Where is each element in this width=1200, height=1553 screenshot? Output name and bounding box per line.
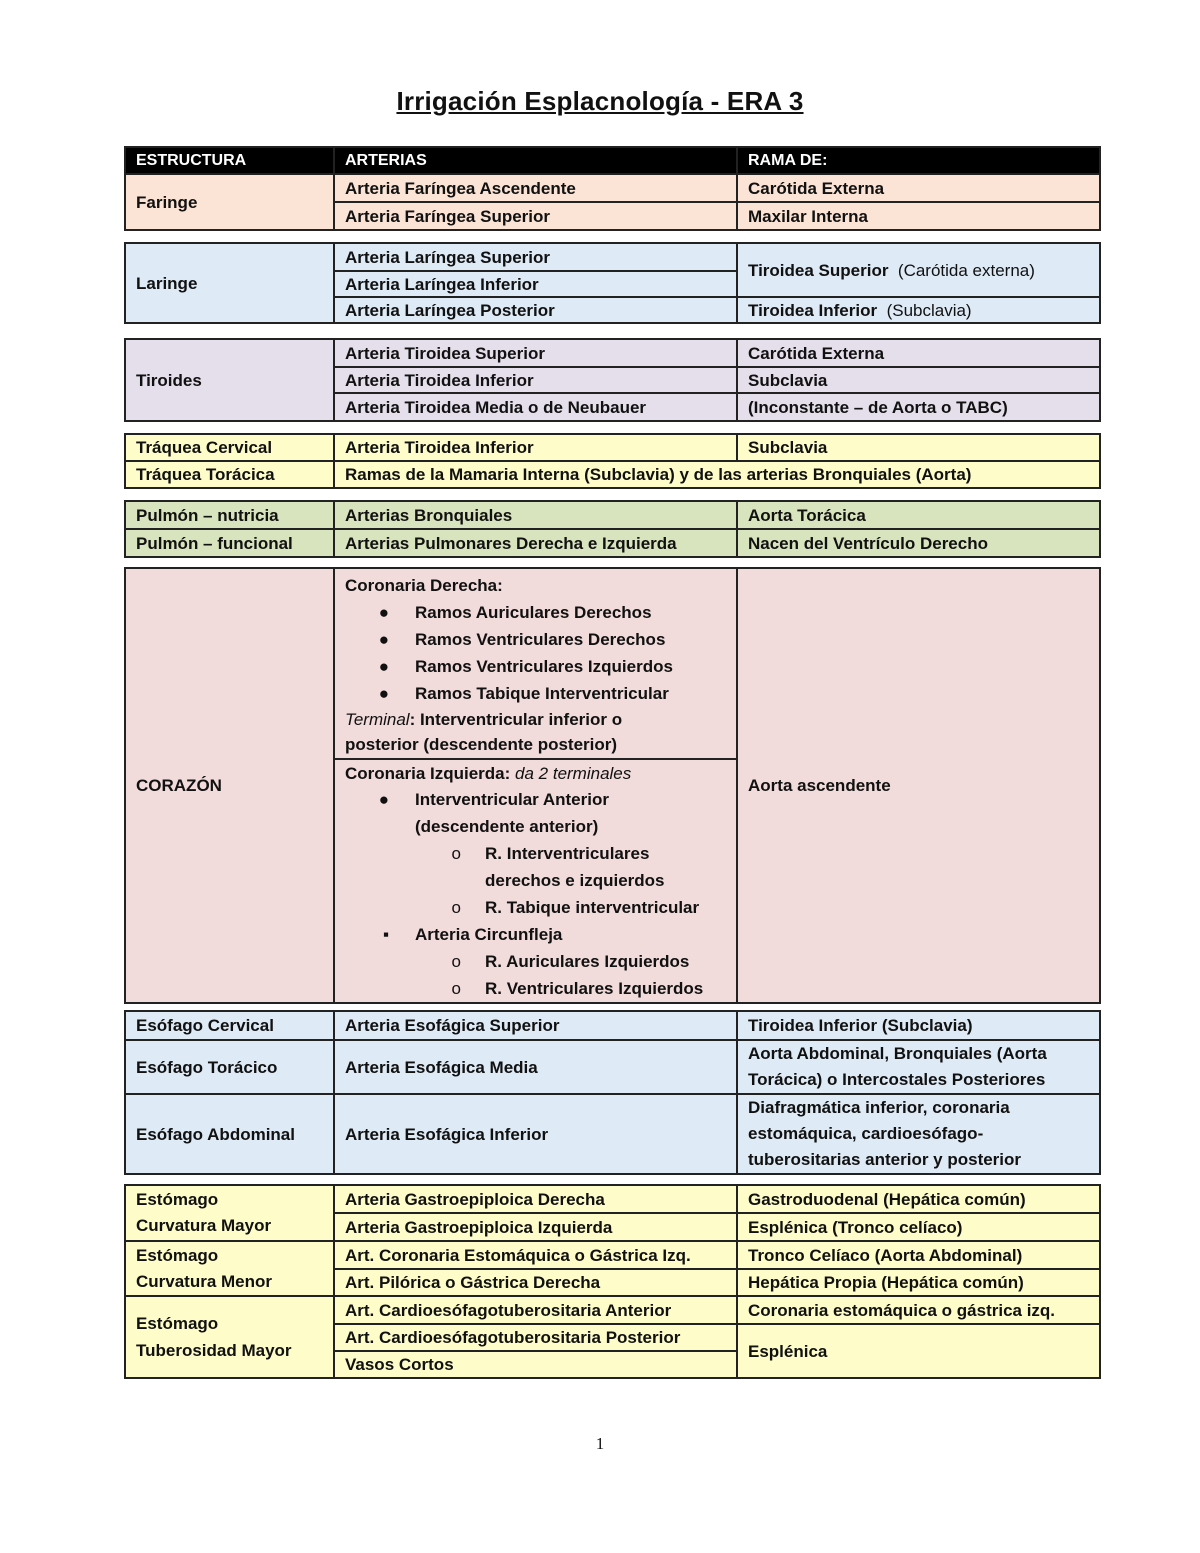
branch-cell: Subclavia [737,367,1100,393]
table-header-row [125,147,1100,174]
terminal-label: Terminal [345,710,410,729]
branch-cell: Maxilar Interna [737,202,1100,230]
branch-line: tuberositarias anterior y posterior [748,1150,1022,1169]
sub-list-item [345,894,736,921]
branch-cell: Carótida Externa [737,339,1100,367]
table-row [125,461,1100,488]
coronaria-derecha-title: Coronaria Derecha: [345,576,503,595]
sub-list-item [345,840,736,867]
artery-cell: Arteria Tiroidea Inferior [334,434,737,461]
structure-line: Estómago [136,1190,219,1209]
branch-cell: Carótida Externa [737,174,1100,202]
structure-line: Tuberosidad Mayor [136,1341,292,1360]
branch-cell: Aorta ascendente [737,568,1100,1003]
branch-cell: Esplénica [737,1324,1100,1378]
table-row [125,1094,1100,1174]
structure-line: Estómago [136,1245,219,1265]
branch-name: Tiroidea Superior [748,260,889,280]
branch-cell: (Inconstante – de Aorta o TABC) [737,393,1100,421]
branch-cell: Hepática Propia (Hepática común) [737,1269,1100,1296]
structure-line: Curvatura Mayor [136,1216,272,1235]
branch-cell [737,529,1100,557]
text-run: Nacen del [748,533,834,553]
artery-cell: Art. Cardioesófagotuberositaria Posterior [334,1324,737,1351]
structure-cell: Esófago Abdominal [125,1094,334,1174]
list-item [345,680,736,707]
terminal-line: posterior (descendente posterior) [345,735,618,754]
bullet-circle-icon: o [451,844,461,863]
bullet-circle-icon: o [451,898,461,917]
artery-cell: Arteria Laríngea Inferior [334,271,737,297]
bullet-circle-icon: o [451,979,461,998]
tiroides-table [124,338,1101,422]
list-item-text: R. Interventriculares [485,844,650,863]
list-item-text: derechos e izquierdos [485,871,665,890]
structure-cell: Pulmón – funcional [125,529,334,557]
text-run: Ramas de la [345,465,449,484]
artery-cell: Arteria Tiroidea Media o de Neubauer [334,393,737,421]
text-run: (Aorta) [911,465,972,484]
table-row [125,529,1100,557]
page-number: 1 [595,1434,605,1453]
structure-cell: Faringe [125,174,334,230]
structure-cell: Pulmón – nutricia [125,501,334,529]
branch-line: estomáquica, cardioesófago- [748,1124,984,1143]
branch-cell: Esplénica (Tronco celíaco) [737,1213,1100,1241]
artery-cell: Arteria Faríngea Superior [334,202,737,230]
header-rama-de: RAMA DE: [737,147,1100,174]
artery-cell: Arteria Laríngea Posterior [334,297,737,323]
terminal-text: : Interventricular inferior o [409,710,623,729]
artery-cell: Arteria Esofágica Inferior [334,1094,737,1174]
structure-line: Curvatura Menor [136,1271,273,1291]
table-row [125,434,1100,461]
document-title: Irrigación Esplacnología - ERA 3 [396,86,804,116]
bullet-disc-icon: ● [378,630,389,649]
bullet-square-icon: ▪ [382,925,389,944]
bullet-disc-icon: ● [378,684,389,703]
list-item-text: R. Auriculares Izquierdos [485,952,690,971]
estomago-table [124,1184,1101,1379]
list-item [345,626,736,653]
branch-cell: Gastroduodenal (Hepática común) [737,1185,1100,1213]
traquea-table [124,433,1101,489]
artery-cell [334,461,1100,488]
corazon-table [124,567,1101,1004]
pulmon-table [124,500,1101,558]
header-estructura: ESTRUCTURA [125,147,334,174]
sub-list-item [345,948,736,975]
artery-cell: Arteria Laríngea Superior [334,243,737,271]
artery-cell: Art. Coronaria Estomáquica o Gástrica Izq. [334,1241,737,1269]
list-item [345,921,736,948]
branch-note: (Subclavia) [886,300,972,320]
branch-note: (Carótida externa) [897,260,1035,280]
sub-list-item [345,975,736,1002]
branch-line: Diafragmática inferior, coronaria [748,1098,1010,1117]
terminal-line [345,707,736,733]
list-item-continuation [345,813,736,840]
artery-cell [334,1351,737,1378]
table-row [125,243,1100,271]
artery-cell: Arteria Esofágica Superior [334,1011,737,1040]
branch-cell [737,1040,1100,1094]
table-row [125,1185,1100,1213]
list-item-text: Ramos Auriculares Derechos [415,603,652,622]
table-row [125,1241,1100,1269]
artery-cell: Arteria Tiroidea Superior [334,339,737,367]
structure-cell [125,1296,334,1378]
esofago-table [124,1010,1101,1175]
artery-text: Vasos Cortos [345,1355,454,1374]
structure-cell: Esófago Torácico [125,1040,334,1094]
artery-cell: Arteria Gastroepiploica Izquierda [334,1213,737,1241]
text-run: (Subclavia) y de las arterias [579,465,813,484]
artery-cell: Arteria Gastroepiploica Derecha [334,1185,737,1213]
branch-line: Aorta Abdominal, Bronquiales (Aorta [748,1044,1047,1063]
artery-cell: Arteria Faríngea Ascendente [334,174,737,202]
coronaria-izquierda-title [345,762,736,786]
artery-cell: Arterias Pulmonares Derecha e Izquierda [334,529,737,557]
structure-cell: Esófago Cervical [125,1011,334,1040]
table-row [125,339,1100,367]
table-row [125,1011,1100,1040]
artery-cell: Arteria Tiroidea Inferior [334,367,737,393]
branch-cell [737,243,1100,297]
list-item-text: Ramos Ventriculares Derechos [415,630,666,649]
branch-cell: Coronaria estomáquica o gástrica izq. [737,1296,1100,1324]
coronaria-derecha-cell [334,568,737,759]
structure-cell: Tráquea Torácica [125,461,334,488]
branch-cell: Tronco Celíaco (Aorta Abdominal) [737,1241,1100,1269]
list-item [345,653,736,680]
list-item-text: R. Ventriculares Izquierdos [485,979,704,998]
table-row [125,174,1100,202]
artery-cell: Arteria Esofágica Media [334,1040,737,1094]
artery-cell: Art. Cardioesófagotuberositaria Anterior [334,1296,737,1324]
artery-cell: Art. Pilórica o Gástrica Derecha [334,1269,737,1296]
table-row [125,1296,1100,1324]
list-item-text: Interventricular Anterior [415,790,609,809]
list-item-text: Ramos Tabique Interventricular [415,684,669,703]
structure-cell [125,1241,334,1296]
branch-cell: Aorta Torácica [737,501,1100,529]
structure-cell: Tiroides [125,339,334,421]
branch-cell: Subclavia [737,434,1100,461]
text-run-bold: Ventrículo Derecho [833,533,988,553]
bullet-disc-icon: ● [378,657,389,676]
structure-cell [125,1185,334,1241]
branch-name: Tiroidea Inferior [748,300,878,320]
list-item-text: Ramos Ventriculares Izquierdos [415,657,673,676]
structure-cell: CORAZÓN [125,568,334,1003]
title-note: da 2 terminales [515,764,632,783]
structure-cell: Tráquea Cervical [125,434,334,461]
table-row [125,1040,1100,1094]
laringe-table [124,242,1101,324]
title-text: Coronaria Izquierda: [345,764,516,783]
branch-cell [737,297,1100,323]
header-arterias: ARTERIAS [334,147,737,174]
table-row [125,501,1100,529]
list-item-text: Arteria Circunfleja [415,925,563,944]
bullet-circle-icon: o [451,952,461,971]
list-item-text: (descendente anterior) [415,817,599,836]
structure-line: Estómago [136,1314,219,1333]
faringe-table [124,146,1101,231]
bullet-disc-icon: ● [378,790,389,809]
artery-cell: Arterias Bronquiales [334,501,737,529]
sub-list-item-continuation [345,867,736,894]
list-item [345,599,736,626]
branch-cell: Tiroidea Inferior (Subclavia) [737,1011,1100,1040]
text-run-bold: Bronquiales [812,465,911,484]
list-item [345,786,736,813]
structure-cell: Laringe [125,243,334,323]
coronaria-izquierda-cell [334,759,737,1003]
text-run-bold: Mamaria Interna [448,465,580,484]
branch-line: Torácica) o Intercostales Posteriores [748,1070,1046,1089]
branch-cell [737,1094,1100,1174]
list-item-text: R. Tabique interventricular [485,898,700,917]
bullet-disc-icon: ● [378,603,389,622]
table-row [125,568,1100,759]
